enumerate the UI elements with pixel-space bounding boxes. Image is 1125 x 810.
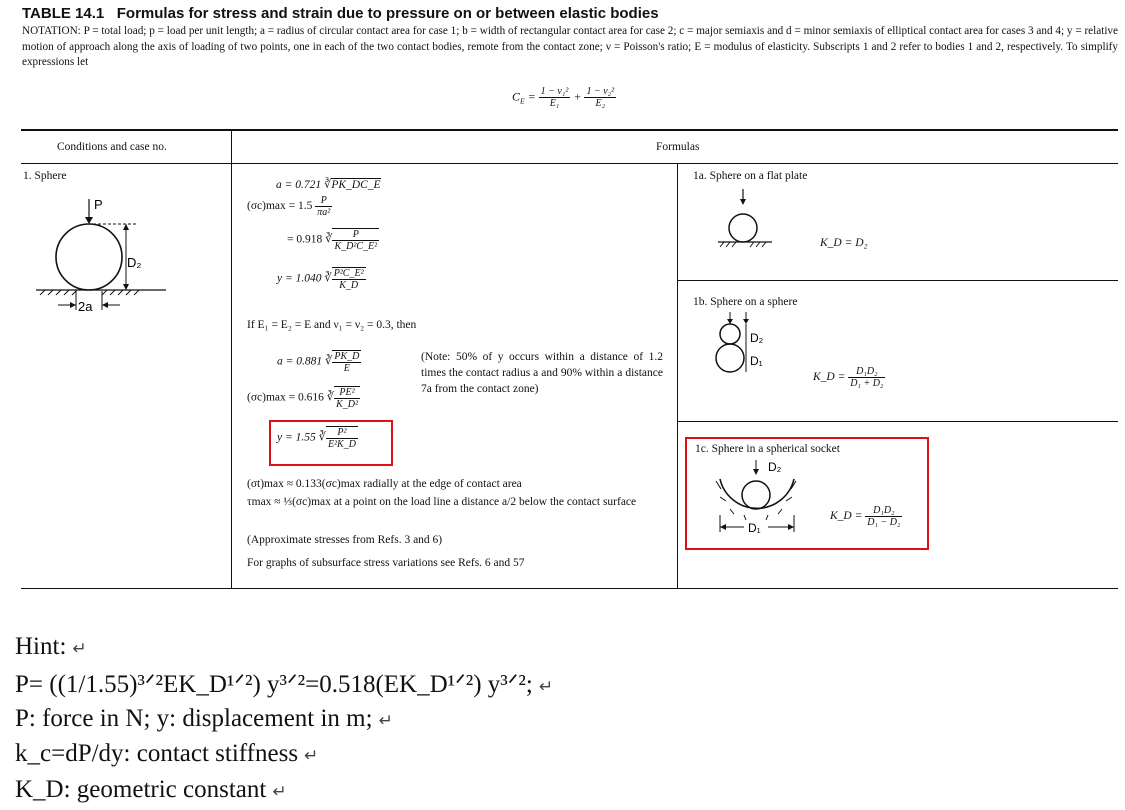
case1c-label: 1c. Sphere in a spherical socket	[695, 443, 840, 455]
note-text: (Note: 50% of y occurs within a distance of 1.2 times the contact radius a and 90% within a distance 7a from the contact zone)	[421, 351, 663, 395]
column-divider-1	[231, 131, 232, 588]
case1a-kd: K_D = D₂	[820, 237, 868, 249]
formula-y: y = 1.040 ∛ $\frac{\text{P²C\_E²}}{K\_D}$	[277, 268, 364, 291]
formula-sigma-simplified: (σc)max = 0.616 ∛ $\frac{\text{PE²}}{\text{K\_D²}}$	[247, 387, 358, 410]
hint-line-1: P= ((1/1.55)³ᐟ²EK_D¹ᐟ²) y³ᐟ²=0.518(EK_D¹ᐟ²) y³ᐟ²; ↵	[15, 671, 554, 698]
diameter-label: D₂	[127, 255, 142, 270]
approx-refs: (Approximate stresses from Refs. 3 and 6)	[247, 534, 443, 546]
contact-label: 2a	[78, 299, 93, 314]
hint-title: Hint: ↵	[15, 633, 87, 660]
case1-label: 1. Sphere	[23, 170, 67, 182]
formula-a-simplified: a = 0.881 ∛ $\frac{PK\_D}{E}$	[277, 351, 360, 374]
ce-formula: $C_E$ = $\frac{\text{1 − ν₁²}}{\text{E₁}}$ + $\frac{\text{1 − ν₂²}}{\text{E₂}}$	[512, 86, 615, 109]
svg-text:D₂: D₂	[768, 460, 782, 474]
svg-text:D₂: D₂	[750, 331, 764, 345]
notation-text: NOTATION: P = total load; p = load per unit length; a = radius of circular contact area for case 1; b = width of rectangular contact area for case 2; c = major semiaxis and d = minor semiaxis of elliptical contact area for cases 3 and 4; y = relative motion of approach along the axis of loading of two points, one in each of the two contact bodies, remote from the contact zone; ν = Poisson's ratio; E = modulus of elasticity. Subscripts 1 and 2 refer to bodies 1 and 2, respectively. To simplify expressions let	[22, 25, 1118, 68]
hint-line-2: P: force in N; y: displacement in m; ↵	[15, 705, 393, 732]
row-divider-1a-1b	[677, 280, 1118, 281]
sphere-in-socket-figure	[712, 457, 812, 537]
stress-line-1: (σt)max ≈ 0.133(σc)max radially at the edge of contact area	[247, 478, 522, 490]
row-divider-1b-1c	[677, 421, 1118, 422]
load-label: P	[94, 197, 103, 212]
stress-line-2: τmax ≈ ⅓(σc)max at a point on the load line a distance a/2 below the contact surface	[247, 496, 637, 508]
formula-a: a = 0.721 ∛PK_DC_E	[276, 179, 381, 191]
column-divider-2	[677, 164, 678, 588]
sphere-on-plate-figure	[714, 186, 784, 256]
svg-text:D₁: D₁	[750, 354, 763, 368]
if-condition: If E₁ = E₂ = E and ν₁ = ν₂ = 0.3, then	[247, 319, 417, 331]
table-top-rule	[21, 129, 1118, 131]
table-title	[22, 5, 659, 22]
case1b-kd: K_D = $\frac{\text{D₁D₂}}{\text{D₁ + D₂}}$	[813, 366, 884, 389]
formula-sigma-alt: = 0.918 ∛ $\frac{P}{\text{K\_D²C\_E²}}$	[287, 229, 378, 252]
hint-line-4: K_D: geometric constant ↵	[15, 776, 287, 803]
hint-line-3: k_c=dP/dy: contact stiffness ↵	[15, 740, 319, 767]
case1c-kd: K_D = $\frac{\text{D₁D₂}}{\text{D₁ − D₂}}$	[830, 505, 901, 528]
formula-y-simplified: y = 1.55 ∛ $\frac{\text{P²}}{\text{E²K\_D}}$	[277, 427, 356, 450]
table-title-text: Formulas for stress and strain due to pressure on or between elastic bodies	[116, 5, 659, 22]
case1a-label: 1a. Sphere on a flat plate	[693, 170, 808, 182]
sphere-on-sphere-figure	[710, 312, 780, 382]
case1b-label: 1b. Sphere on a sphere	[693, 296, 798, 308]
svg-text:D₁: D₁	[748, 521, 761, 535]
header-formulas: Formulas	[656, 141, 700, 153]
header-conditions: Conditions and case no.	[57, 141, 167, 153]
table-bottom-rule	[21, 588, 1118, 589]
table-number: TABLE 14.1	[22, 5, 105, 22]
sphere-figure	[36, 195, 176, 315]
formula-sigma: (σc)max = 1.5 $\frac{P}{\text{πa²}}$	[247, 195, 331, 218]
graphs-refs: For graphs of subsurface stress variations see Refs. 6 and 57	[247, 557, 525, 569]
header-rule	[21, 163, 1118, 164]
